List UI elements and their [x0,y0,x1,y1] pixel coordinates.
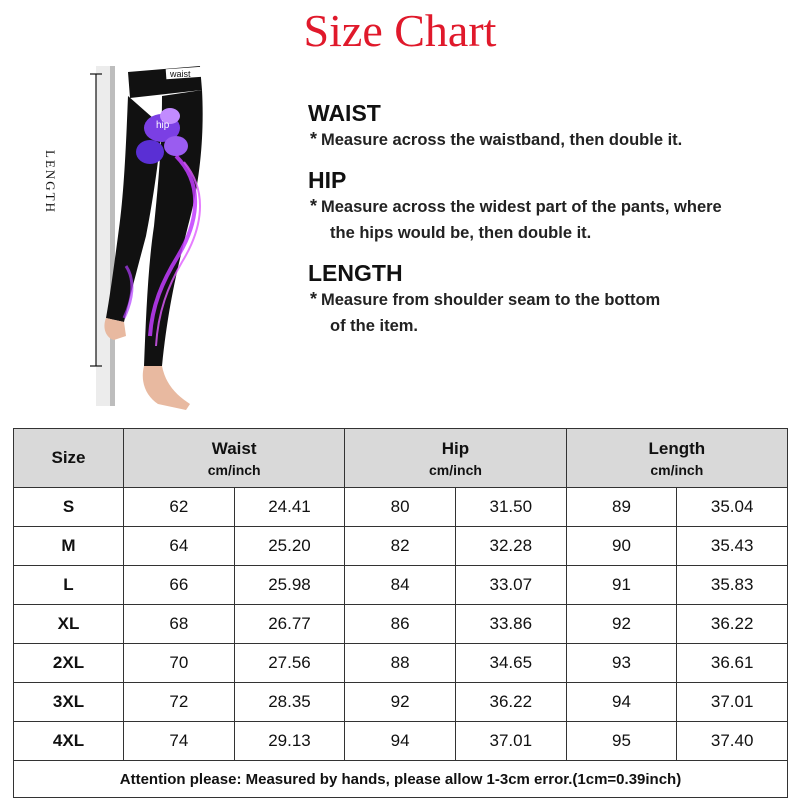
instruction-text [308,193,788,246]
waist-column-header [124,429,345,488]
table-row [14,644,788,683]
header-unit: cm/inch [207,461,261,478]
size-cell: XL [14,605,124,644]
instruction-hip [308,167,788,246]
instruction-line: the hips would be, then double it. [330,224,592,242]
hip-cm-cell: 82 [345,527,456,566]
measure-instructions [308,100,788,353]
table-row [14,488,788,527]
header-label: Size [51,448,86,467]
leggings-illustration [66,66,216,416]
waist-inch-cell: 24.41 [234,488,345,527]
waist-inch-cell: 29.13 [234,722,345,761]
table-row [14,605,788,644]
length-inch-cell: 37.01 [677,683,788,722]
hip-cm-cell: 84 [345,566,456,605]
waist-cm-cell: 66 [124,566,235,605]
hip-cm-cell: 94 [345,722,456,761]
waist-inch-cell: 26.77 [234,605,345,644]
hip-inch-cell: 34.65 [455,644,566,683]
waist-inch-cell: 25.98 [234,566,345,605]
header-label: Length [648,438,706,458]
table-header-row [14,429,788,488]
table-row [14,566,788,605]
header-unit: cm/inch [429,461,482,478]
instruction-waist [308,100,788,153]
length-cm-cell: 95 [566,722,677,761]
star-icon: * [310,289,318,309]
length-cm-cell: 91 [566,566,677,605]
length-cm-cell: 93 [566,644,677,683]
length-column-header [566,429,787,488]
hip-inch-cell: 33.86 [455,605,566,644]
table-note-row [14,761,788,798]
hip-column-header [345,429,566,488]
size-cell: 4XL [14,722,124,761]
instruction-heading: LENGTH [308,260,403,286]
waist-cm-cell: 70 [124,644,235,683]
waist-inch-cell: 25.20 [234,527,345,566]
size-cell: 2XL [14,644,124,683]
page-title: Size Chart [303,5,497,56]
length-inch-cell: 36.61 [677,644,788,683]
waist-tag: waist [170,69,191,79]
length-cm-cell: 89 [566,488,677,527]
hip-tag: hip [156,120,170,131]
hip-cm-cell: 80 [345,488,456,527]
size-cell: M [14,527,124,566]
size-column-header [14,429,124,488]
waist-cm-cell: 68 [124,605,235,644]
header-unit: cm/inch [650,461,704,478]
hip-cm-cell: 86 [345,605,456,644]
length-cm-cell: 90 [566,527,677,566]
length-inch-cell: 35.04 [677,488,788,527]
size-cell: S [14,488,124,527]
table-row [14,722,788,761]
length-cm-cell: 92 [566,605,677,644]
instruction-text [308,286,788,339]
waist-inch-cell: 27.56 [234,644,345,683]
hip-inch-cell: 31.50 [455,488,566,527]
instruction-text [308,126,788,153]
instruction-line: of the item. [330,317,419,335]
length-side-label-text: LENGTH [43,150,58,214]
size-table [13,428,788,798]
length-side-label [42,150,58,214]
length-cm-cell: 94 [566,683,677,722]
hip-inch-cell: 33.07 [455,566,566,605]
instruction-line: Measure from shoulder seam to the bottom [321,291,661,309]
instruction-line: Measure across the widest part of the pants, where [321,198,722,216]
waist-cm-cell: 72 [124,683,235,722]
length-inch-cell: 36.22 [677,605,788,644]
size-cell: L [14,566,124,605]
leggings-figure-image [66,66,216,416]
size-cell: 3XL [14,683,124,722]
length-inch-cell: 37.40 [677,722,788,761]
instruction-length [308,260,788,339]
instruction-heading: HIP [308,167,347,193]
header-label: Hip [441,438,470,458]
star-icon: * [310,129,318,149]
table-row [14,683,788,722]
hip-inch-cell: 37.01 [455,722,566,761]
star-icon: * [310,196,318,216]
instruction-heading: WAIST [308,100,381,126]
table-row [14,527,788,566]
hip-inch-cell: 32.28 [455,527,566,566]
instruction-line: Measure across the waistband, then double it. [321,131,683,149]
hip-inch-cell: 36.22 [455,683,566,722]
waist-cm-cell: 62 [124,488,235,527]
waist-inch-cell: 28.35 [234,683,345,722]
hip-cm-cell: 92 [345,683,456,722]
length-inch-cell: 35.43 [677,527,788,566]
measurement-note: Attention please: Measured by hands, please allow 1-3cm error.(1cm=0.39inch) [14,761,788,798]
header-label: Waist [211,438,257,458]
waist-cm-cell: 74 [124,722,235,761]
length-inch-cell: 35.83 [677,566,788,605]
hip-cm-cell: 88 [345,644,456,683]
waist-cm-cell: 64 [124,527,235,566]
